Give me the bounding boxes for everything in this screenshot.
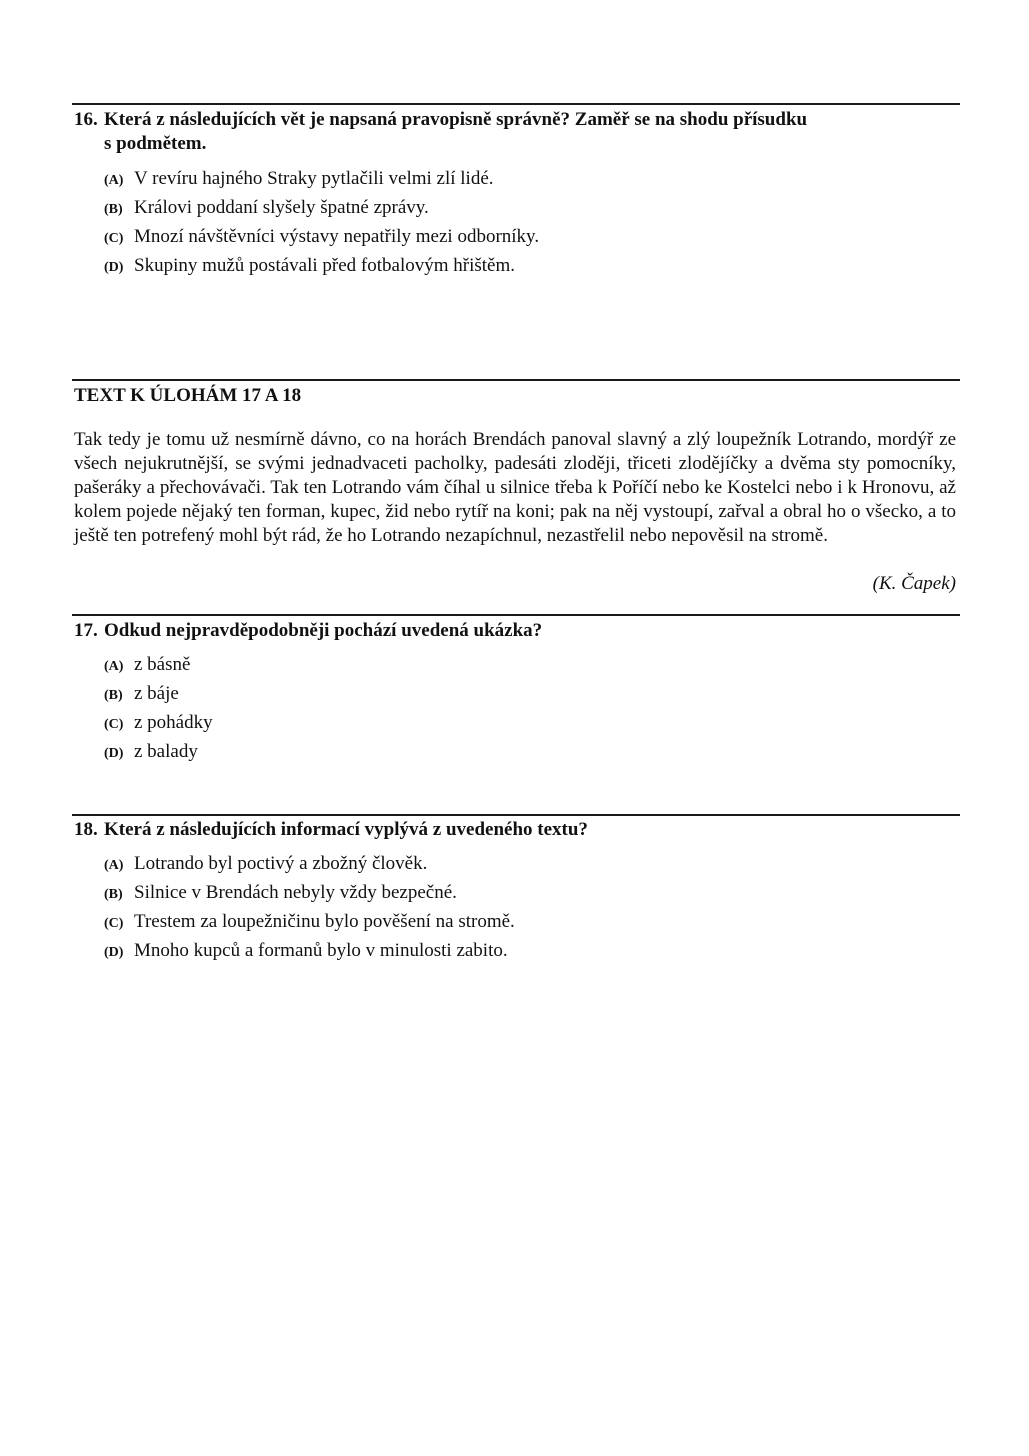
question-number: 17. — [74, 620, 98, 641]
option-c[interactable] — [104, 225, 539, 254]
option-text: Mnozí návštěvníci výstavy nepatřily mezi odborníky. — [134, 226, 540, 247]
option-letter: (A) — [104, 858, 124, 873]
question-text: Odkud nejpravděpodobněji pochází uvedená ukázka? — [104, 620, 543, 641]
divider-q16 — [72, 103, 960, 105]
option-c[interactable] — [104, 711, 213, 740]
option-letter: (B) — [104, 887, 123, 902]
option-text: Mnoho kupců a formanů bylo v minulosti zabito. — [134, 940, 508, 961]
divider-q17 — [72, 614, 960, 616]
question-17-title — [74, 619, 934, 643]
option-letter: (B) — [104, 688, 123, 703]
option-b[interactable] — [104, 196, 539, 225]
question-number: 18. — [74, 819, 98, 840]
option-text: z báje — [134, 683, 179, 704]
option-b[interactable] — [104, 881, 515, 910]
option-d[interactable] — [104, 254, 539, 283]
question-text-line1: Která z následujících vět je napsaná pravopisně správně? Zaměř se na shodu přísudku — [104, 109, 808, 130]
option-a[interactable] — [104, 167, 539, 196]
divider-text-section — [72, 379, 960, 381]
text-passage: Tak tedy je tomu už nesmírně dávno, co na horách Brendách panoval slavný a zlý loupežník Lotrando, mordýř ze všech nejukrutnější, se svými jednadvaceti pacholky, padesáti zloději, třiceti zlodějíčky a dvěma sty pomocníky, pašeráky a přechovávači. Tak ten Lotrando vám číhal u silnice třeba k Poříčí nebo ke Kostelci nebo i k Hronovu, až kolem pojede nějaký ten forman, kupec, žid nebo rytíř na koni; pak na něj vystoupí, zařval a obral ho o všecko, a to ještě ten potrefený mohl být rád, že ho Lotrando nezapíchnul, nezastřelil nebo nepověsil na stromě. — [74, 429, 956, 546]
option-letter: (A) — [104, 173, 124, 188]
option-text: Silnice v Brendách nebyly vždy bezpečné. — [134, 882, 457, 903]
question-17-options — [104, 653, 213, 769]
option-d[interactable] — [104, 740, 213, 769]
option-text: Lotrando byl poctivý a zbožný člověk. — [134, 853, 428, 874]
option-text: Skupiny mužů postávali před fotbalovým hřištěm. — [134, 255, 516, 276]
question-16-options — [104, 167, 539, 283]
option-a[interactable] — [104, 653, 213, 682]
option-text: z pohádky — [134, 712, 213, 733]
passage-author: (K. Čapek) — [872, 573, 956, 594]
option-letter: (D) — [104, 746, 124, 761]
option-text: Královi poddaní slyšely špatné zprávy. — [134, 197, 429, 218]
option-text: V revíru hajného Straky pytlačili velmi zlí lidé. — [134, 168, 494, 189]
option-text: z básně — [134, 654, 191, 675]
text-section-heading: TEXT K ÚLOHÁM 17 A 18 — [74, 385, 302, 406]
option-a[interactable] — [104, 852, 515, 881]
divider-q18 — [72, 814, 960, 816]
option-letter: (B) — [104, 202, 123, 217]
option-letter: (C) — [104, 717, 124, 732]
option-d[interactable] — [104, 939, 515, 968]
question-text-line2: s podmětem. — [104, 133, 207, 154]
option-letter: (C) — [104, 231, 124, 246]
option-letter: (A) — [104, 659, 124, 674]
question-number: 16. — [74, 109, 98, 130]
question-18-title — [74, 818, 934, 842]
question-18-options — [104, 852, 515, 968]
option-text: Trestem za loupežničinu bylo pověšení na stromě. — [134, 911, 515, 932]
option-c[interactable] — [104, 910, 515, 939]
option-text: z balady — [134, 741, 198, 762]
option-letter: (D) — [104, 260, 124, 275]
question-text: Která z následujících informací vyplývá z uvedeného textu? — [104, 819, 588, 840]
option-letter: (C) — [104, 916, 124, 931]
option-b[interactable] — [104, 682, 213, 711]
question-16-title — [74, 108, 934, 156]
option-letter: (D) — [104, 945, 124, 960]
